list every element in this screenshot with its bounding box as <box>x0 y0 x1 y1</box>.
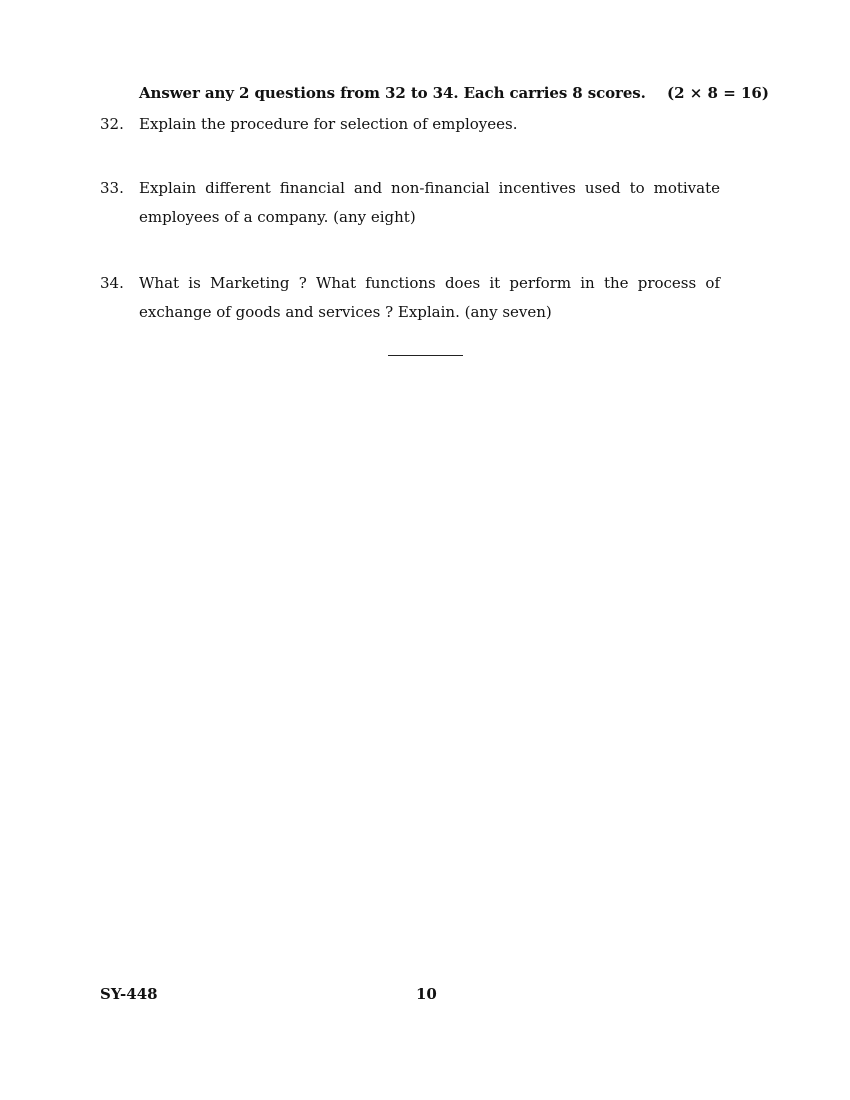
question-number: 33. <box>100 179 124 197</box>
question-text: What is Marketing ? What functions does it perform in the process of exchange of goods and services ? Explain. (any seven) <box>139 274 720 321</box>
question-33 <box>100 174 720 232</box>
section-marks: (2 × 8 = 16) <box>667 84 769 102</box>
question-text: Explain the procedure for selection of employees. <box>139 115 518 133</box>
section-instruction: Answer any 2 questions from 32 to 34. Each carries 8 scores. <box>139 84 646 102</box>
page-number: 10 <box>416 985 437 1003</box>
question-34 <box>100 269 720 327</box>
question-32 <box>100 110 720 139</box>
question-text: Explain different financial and non-financial incentives used to motivate employees of a company. (any eight) <box>139 179 720 226</box>
paper-code: SY-448 <box>100 985 158 1003</box>
end-of-questions-divider <box>388 355 463 356</box>
question-number: 32. <box>100 115 124 133</box>
question-number: 34. <box>100 274 124 292</box>
